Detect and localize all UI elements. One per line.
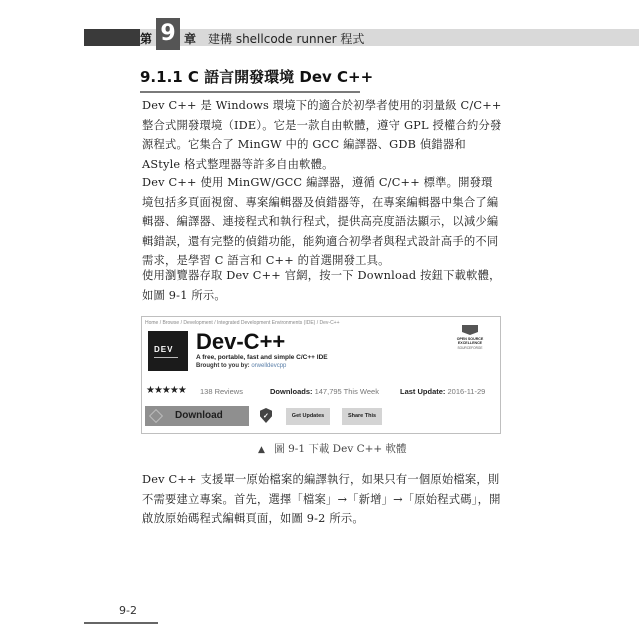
award-badge-text: OPEN SOURCE EXCELLENCE <box>456 337 484 345</box>
paragraph-text: Dev C++ 使用 MinGW/GCC 編譯器，遵循 C/C++ 標準。開發環境包括多頁面視窗、專案編輯器及偵錯器等，在專案編輯器中集合了編輯器、編譯器、連接程式和執行程式，提供高亮度語法顯示，以減少編輯錯誤，還有完整的偵錯功能，能夠適合初學者與程式設計高手的不同需求，是學習 C 語言和 C++ 的首選開發工具。 <box>142 176 499 267</box>
page-number: 9-2 <box>119 604 137 617</box>
award-badge-icon <box>455 325 485 361</box>
reviews-link[interactable]: 138 Reviews <box>200 387 243 396</box>
chapter-header-dark-block <box>84 29 140 46</box>
get-updates-button[interactable]: Get Updates <box>286 408 330 425</box>
share-button[interactable]: Share This <box>342 408 382 425</box>
paragraph-compile <box>142 470 502 529</box>
checkmark-icon: ✓ <box>263 413 269 420</box>
chapter-suffix: 章 <box>184 32 197 46</box>
paragraph-download <box>142 266 502 305</box>
downloads-value: 147,795 This Week <box>314 387 379 396</box>
footer-rule <box>84 622 158 624</box>
download-icon <box>149 409 163 423</box>
chapter-prefix: 第 <box>140 32 153 46</box>
paragraph-text: Dev C++ 支援單一原始檔案的編譯執行，如果只有一個原始檔案，則不需要建立專案。首先，選擇「檔案」→「新增」→「原始程式碼」，開啟放原始碼程式編輯頁面，如圖 9-2 所示。 <box>142 473 501 525</box>
downloads-label: Downloads: <box>270 387 313 396</box>
figure-caption <box>258 441 407 456</box>
download-button[interactable] <box>145 406 249 426</box>
chapter-number: 9 <box>160 21 176 46</box>
app-logo <box>148 331 188 371</box>
chapter-title: 建構 shellcode runner 程式 <box>208 32 365 46</box>
download-button-label: Download <box>175 410 223 421</box>
section-underline <box>140 91 360 93</box>
paragraph-text: Dev C++ 是 Windows 環境下的適合於初學者使用的羽量級 C/C++ 整合式開發環境（IDE）。它是一款自由軟體，遵守 GPL 授權合約分發源程式。它集合了 MinGW 中的 GCC 編譯器、GDB 偵錯器和 AStyle 格式整理器等許多自由軟體。 <box>142 99 502 171</box>
rating-stars-icon: ★★★★★ <box>146 385 186 396</box>
paragraph-text: 使用瀏覽器存取 Dev C++ 官網，按一下 Download 按鈕下載軟體，如圖 9-1 所示。 <box>142 269 501 302</box>
caption-text: 圖 9-1 下載 Dev C++ 軟體 <box>274 443 407 455</box>
app-tagline: A free, portable, fast and simple C/C++ IDE <box>196 354 328 361</box>
app-author <box>196 363 286 369</box>
figure-screenshot <box>141 316 501 434</box>
breadcrumb[interactable]: Home / Browse / Development / Integrated Development Environments (IDE) / Dev-C++ <box>145 320 340 326</box>
award-badge-sub: SOURCEFORGE <box>457 346 483 350</box>
downloads-stat <box>270 387 379 396</box>
last-update-label: Last Update: <box>400 387 446 396</box>
paragraph-intro <box>142 96 502 174</box>
section-title: 9.1.1 C 語言開發環境 Dev C++ <box>140 68 374 86</box>
last-update-stat <box>400 387 485 396</box>
app-name: Dev-C++ <box>196 329 286 354</box>
author-label: Brought to you by: <box>196 363 250 369</box>
author-link[interactable]: orwelldevcpp <box>251 363 287 369</box>
paragraph-features <box>142 173 502 271</box>
caption-triangle-icon: ▲ <box>258 445 265 455</box>
last-update-value: 2016-11-29 <box>447 387 486 396</box>
app-logo-text: DEV <box>154 345 174 354</box>
